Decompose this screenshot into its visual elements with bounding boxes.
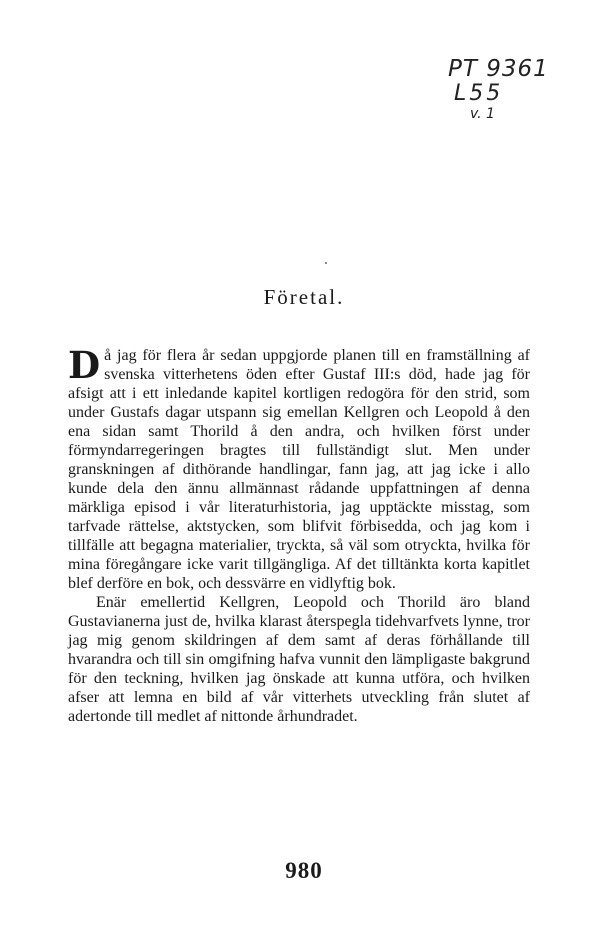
paragraph-1-text: å jag för flera år sedan uppgjorde planen till en framställning af svenska vitterhetens öden efter Gustaf III:s död, hade jag för afsigt att i ett inledande kapitel kortligen redogöra för den strid, som under Gustafs dagar utspann sig emellan Kellgren och Leopold å den ena sidan samt Thorild å den andra, och hvilken först under förmyndarregeringen bragtes till fullständigt slut. Men under granskningen af dithörande handlingar, fann jag, att jag icke i allo kunde dela den ännu allmännast rådande uppfattningen af denna märkliga episod i vår literaturhistoria, jag upptäckte misstag, som tarfvade rättelse, aktstycken, som blifvit förbisedda, och jag kom i tillfälle att begagna materialier, tryckta, så väl som otryckta, hvilka för mina föregångare icke varit tillgängliga. Af det tilltänkta korta kapitlet blef derföre en bok, och dessvärre en vidlyftig bok.	[68, 347, 530, 592]
paragraph-1	[68, 343, 530, 593]
call-number	[448, 58, 588, 121]
drop-cap: D	[68, 343, 101, 387]
page-number: 980	[285, 858, 323, 883]
page-title: Företal.	[263, 285, 345, 309]
paragraph-2: Enär emellertid Kellgren, Leopold och Thorild äro bland Gustavianerna just de, hvilka klarast återspegla tidehvarfvets lynne, tror jag mig genom skildringen af dem samt af deras förhållande till hvarandra och till sin omgifning hafva vunnit den lämpligaste bakgrund för den teckning, hvilken jag önskade att kunna utföra, och hvilken afser att lemna en bild af vår vitterhets utveckling från slutet af adertonde till medlet af nittonde århundradet.	[68, 594, 530, 725]
call-number-line-1: PT 9361	[448, 56, 549, 82]
call-number-line-3: v. 1	[470, 106, 495, 122]
ink-speck	[325, 262, 327, 264]
call-number-line-2: L55	[454, 81, 504, 106]
body-text	[68, 343, 530, 726]
